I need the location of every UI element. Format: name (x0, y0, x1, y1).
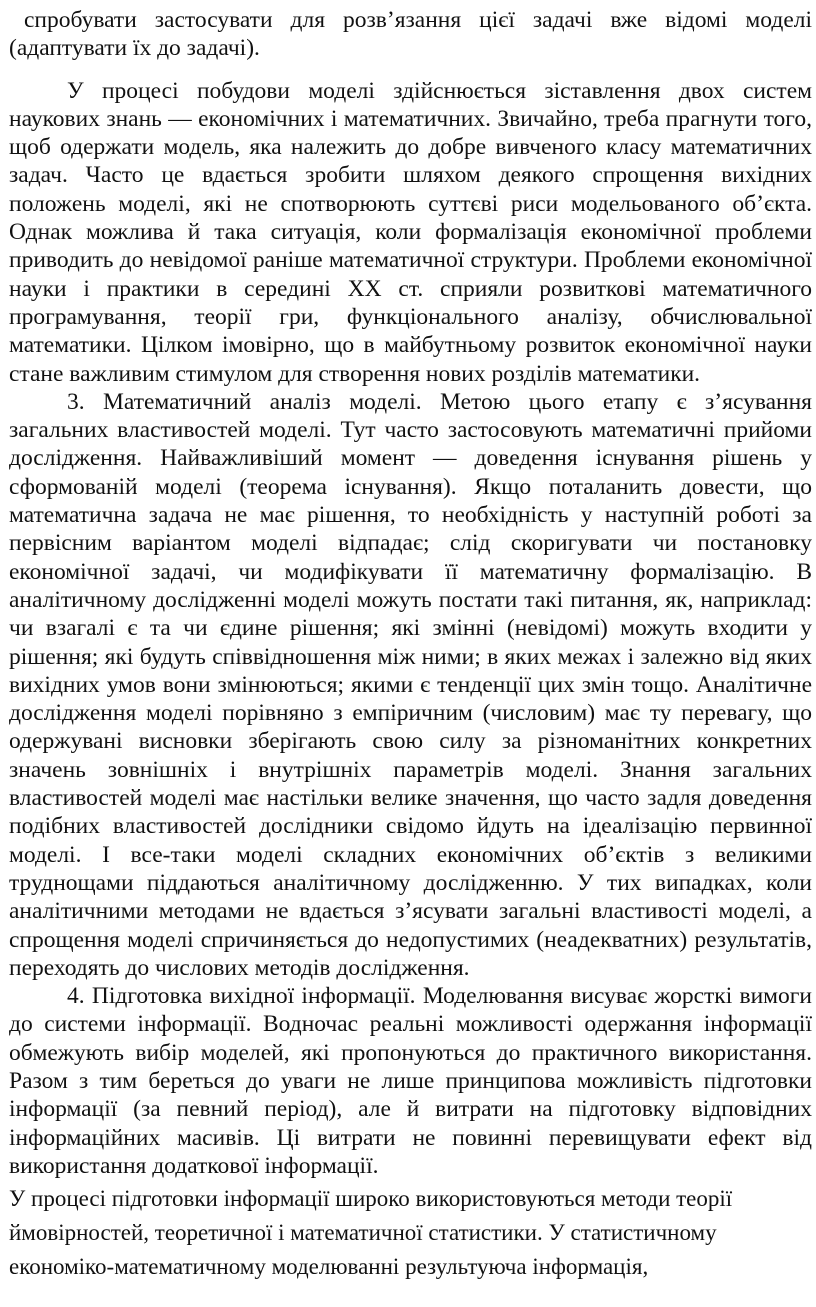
paragraph-tail-line-2: ймовірностей, теоретичної і математичної статистики. У статистичному (9, 1220, 717, 1246)
paragraph-model-building: У процесі побудови моделі здійснюється зіставлення двох систем наукових знань — економічних і математичних. Звичайно, треба прагнути того, щоб одержати модель, яка належить до добре вивченого класу математичних задач. Часто це вдається зробити шляхом деякого спрощення вихідних положень моделі, які не спотворюють суттєві риси модельованого об’єкта. Однак можлива й така ситуація, коли формалізація економічної проблеми приводить до невідомої раніше математичної структури. Проблеми економічної науки і практики в середині ХХ ст. сприяли розвиткові математичного програмування, теорії гри, функціонального аналізу, обчислювальної математики. Цілком імовірно, що в майбутньому розвиток економічної науки стане важливим стимулом для створення нових розділів математики. (9, 77, 812, 387)
paragraph-continuation: спробувати застосувати для розв’язання цієї задачі вже відомі моделі (адаптувати їх до задачі). (9, 7, 812, 62)
paragraph-tail-line-3: економіко-математичному моделюванні результуюча інформація, (9, 1254, 649, 1280)
paragraph-step-4-information: 4. Підготовка вихідної інформації. Моделювання висуває жорсткі вимоги до системи інформації. Водночас реальні можливості одержання інформації обмежують вибір моделей, які пропонуються до практичного використання. Разом з тим береться до уваги не лише принципова можливість підготовки інформації (за певний період), але й витрати на підготовку відповідних інформаційних масивів. Ці витрати не повинні перевищувати ефект від використання додаткової інформації. (9, 983, 812, 1179)
paragraph-tail-line-1: У процесі підготовки інформації широко використовуються методи теорії (9, 1186, 733, 1212)
paragraph-step-3-analysis: 3. Математичний аналіз моделі. Метою цього етапу є з’ясування загальних властивостей моделі. Тут часто застосовують математичні прийоми дослідження. Найважливіший момент — доведення існування рішень у сформованій моделі (теорема існування). Якщо поталанить довести, що математична задача не має рішення, то необхідність у наступній роботі за первісним варіантом моделі відпадає; слід скоригувати чи постановку економічної задачі, чи модифікувати її математичну формалізацію. В аналітичному дослідженні моделі можуть постати такі питання, як, наприклад: чи взагалі є та чи єдине рішення; які змінні (невідомі) можуть входити у рішення; які будуть співвідношення між ними; в яких межах і залежно від яких вихідних умов вони змінюються; якими є тенденції цих змін тощо. Аналітичне дослідження моделі порівняно з емпіричним (числовим) має ту перевагу, що одержувані висновки зберігають свою силу за різноманітних конкретних значень зовнішніх і внутрішніх параметрів моделі. Знання загальних властивостей моделі має настільки велике значення, що часто задля доведення подібних властивостей дослідники свідомо йдуть на ідеалізацію первинної моделі. І все-таки моделі складних економічних об’єктів з великими труднощами піддаються аналітичному дослідженню. У тих випадках, коли аналітичними методами не вдається з’ясувати загальні властивості моделі, а спрощення моделі спричиняється до недопустимих (неадекватних) результатів, переходять до числових методів дослідження. (9, 388, 812, 981)
